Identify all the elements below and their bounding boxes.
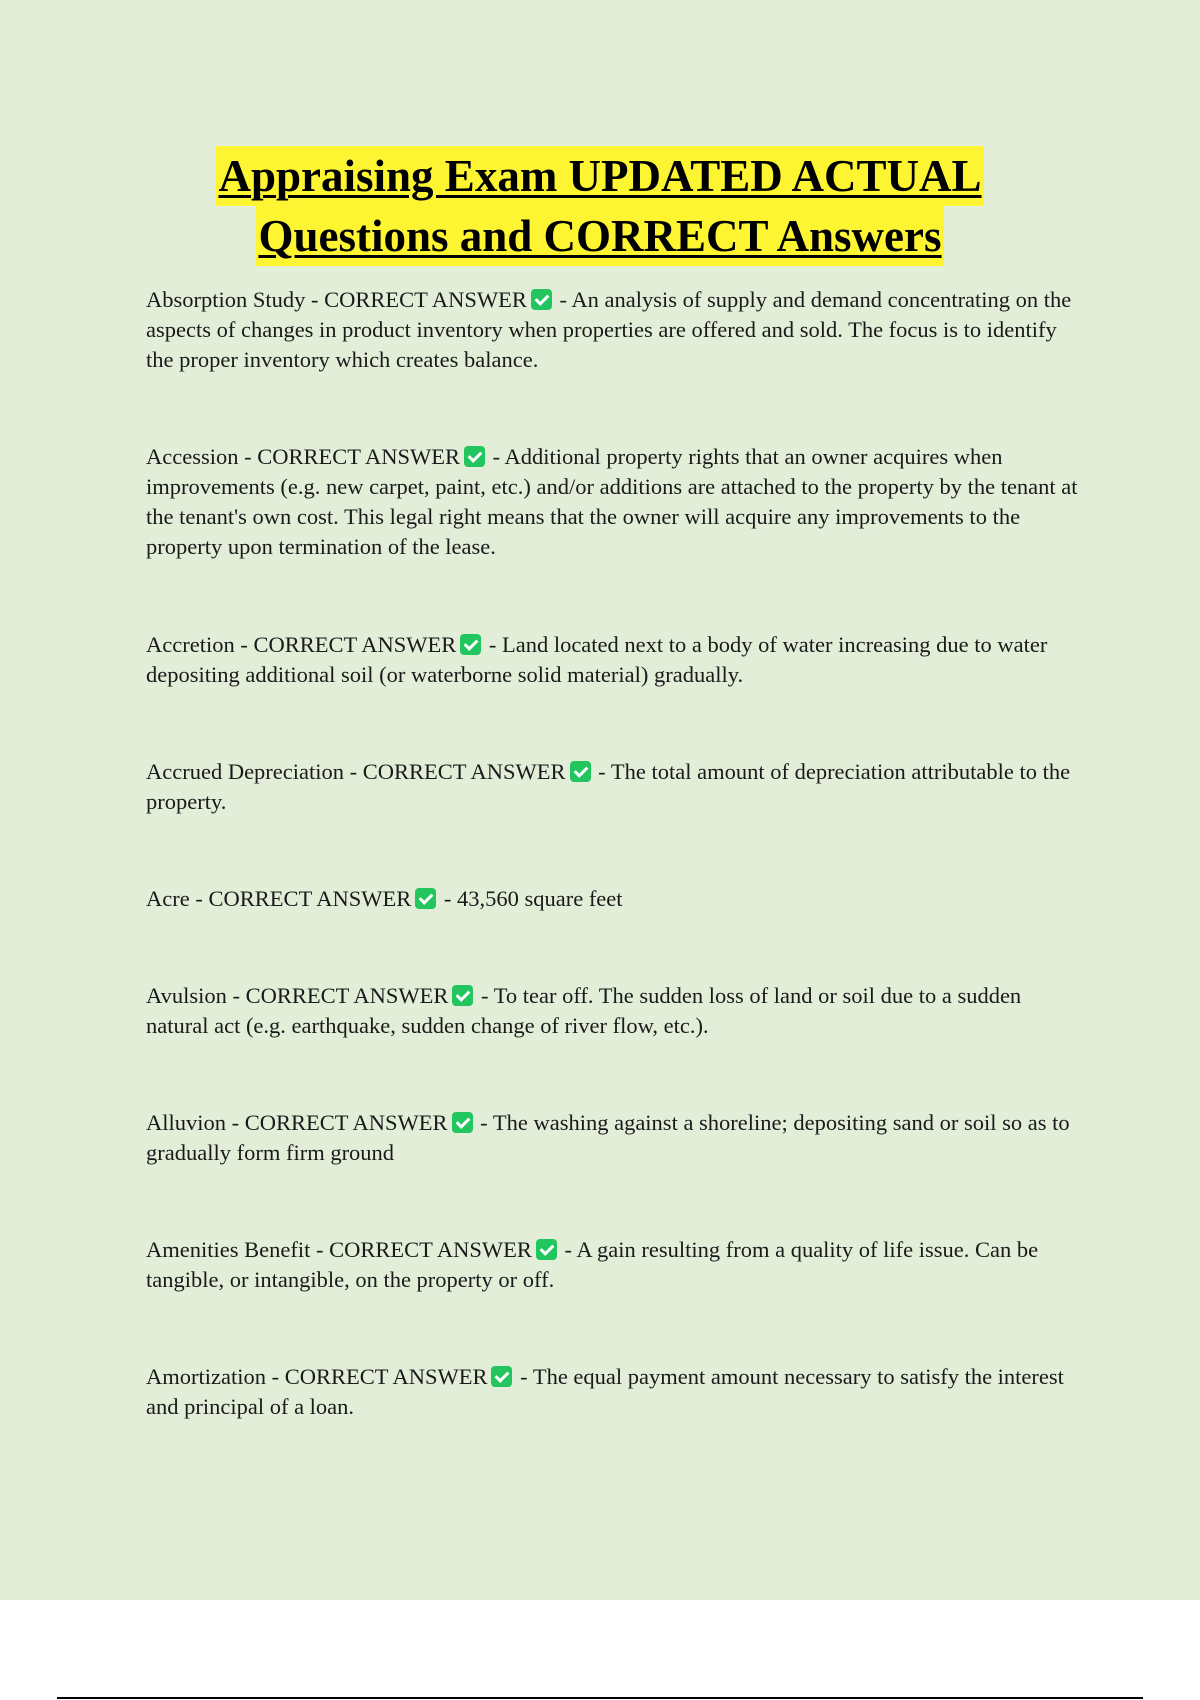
entry-definition: 43,560 square feet (456, 886, 623, 911)
check-icon (491, 1366, 512, 1387)
entry-term: Accretion (146, 632, 235, 657)
check-icon (464, 446, 485, 467)
entry-definition: The equal payment amount necessary to satisfy the interest and principal of a loan. (146, 1364, 1064, 1419)
entry-term: Acre (146, 886, 190, 911)
answer-label: CORRECT ANSWER (284, 1364, 488, 1389)
entry-term: Avulsion (146, 983, 227, 1008)
entry-definition: The total amount of depreciation attributable to the property. (146, 759, 1071, 814)
answer-label: CORRECT ANSWER (324, 287, 527, 312)
entry-definition: The washing against a shoreline; depositing sand or soil so as to gradually form firm ground (146, 1110, 1070, 1165)
answer-label: CORRECT ANSWER (257, 444, 460, 469)
entry-term: Amenities Benefit (146, 1237, 311, 1262)
entry-definition: Land located next to a body of water increasing due to water depositing additional soil (or waterborne solid material) gradually. (146, 632, 1048, 687)
answer-label: CORRECT ANSWER (362, 759, 566, 784)
entry-avulsion: Avulsion - CORRECT ANSWER - To tear off. The sudden loss of land or soil due to a sudden natural act (e.g. earthquake, sudden change of river flow, etc.). (146, 983, 1022, 1038)
entry-term: Accrued Depreciation (146, 759, 345, 784)
entry-definition: To tear off. The sudden loss of land or soil due to a sudden natural act (e.g. earthquake, sudden change of river flow, etc.). (146, 983, 1022, 1038)
entry-definition: Additional property rights that an owner acquires when improvements (e.g. new carpet, paint, etc.) and/or additions are attached to the property by the tenant at the tenant's own cost. This legal right means that the owner will acquire any improvements to the property upon termination of the lease. (146, 444, 1078, 559)
check-icon (452, 985, 473, 1006)
title-line-2: Questions and CORRECT Answers (256, 206, 943, 266)
entry-amenities-benefit: Amenities Benefit - CORRECT ANSWER - A gain resulting from a quality of life issue. Can be tangible, or intangible, on the property or off. (146, 1237, 1039, 1292)
entry-amortization: Amortization - CORRECT ANSWER - The equal payment amount necessary to satisfy the interest and principal of a loan. (146, 1364, 1064, 1419)
footer-divider (57, 1697, 1143, 1699)
answer-label: CORRECT ANSWER (244, 1110, 448, 1135)
check-icon (531, 289, 552, 310)
entry-definition: An analysis of supply and demand concentrating on the aspects of changes in product inventory when properties are offered and sold. The focus is to identify the proper inventory which creates balance. (146, 287, 1072, 372)
answer-label: CORRECT ANSWER (329, 1237, 532, 1262)
check-icon (460, 634, 481, 655)
entry-term: Amortization (146, 1364, 266, 1389)
entry-alluvion: Alluvion - CORRECT ANSWER - The washing against a shoreline; depositing sand or soil so as to gradually form firm ground (146, 1110, 1070, 1165)
title-line-1: Appraising Exam UPDATED ACTUAL (216, 146, 983, 206)
check-icon (536, 1239, 557, 1260)
answer-label: CORRECT ANSWER (245, 983, 449, 1008)
entry-term: Accession (146, 444, 239, 469)
entry-acre: Acre - CORRECT ANSWER - 43,560 square feet (146, 886, 623, 911)
entry-accrued-depreciation: Accrued Depreciation - CORRECT ANSWER - The total amount of depreciation attributable to the property. (146, 759, 1071, 814)
check-icon (415, 888, 436, 909)
entry-accretion: Accretion - CORRECT ANSWER - Land located next to a body of water increasing due to water depositing additional soil (or waterborne solid material) gradually. (146, 632, 1048, 687)
document-title (0, 146, 1200, 266)
check-icon (452, 1112, 473, 1133)
answer-label: CORRECT ANSWER (208, 886, 412, 911)
entry-absorption-study: Absorption Study - CORRECT ANSWER - An analysis of supply and demand concentrating on the aspects of changes in product inventory when properties are offered and sold. The focus is to identify the proper inventory which creates balance. (146, 287, 1072, 372)
entry-definition: A gain resulting from a quality of life issue. Can be tangible, or intangible, on the property or off. (146, 1237, 1039, 1292)
entry-term: Absorption Study (146, 287, 306, 312)
entry-accession: Accession - CORRECT ANSWER - Additional property rights that an owner acquires when improvements (e.g. new carpet, paint, etc.) and/or additions are attached to the property by the tenant at the tenant's own cost. This legal right means that the owner will acquire any improvements to the property upon termination of the lease. (146, 444, 1078, 559)
answer-label: CORRECT ANSWER (253, 632, 457, 657)
check-icon (570, 761, 591, 782)
entry-term: Alluvion (146, 1110, 227, 1135)
